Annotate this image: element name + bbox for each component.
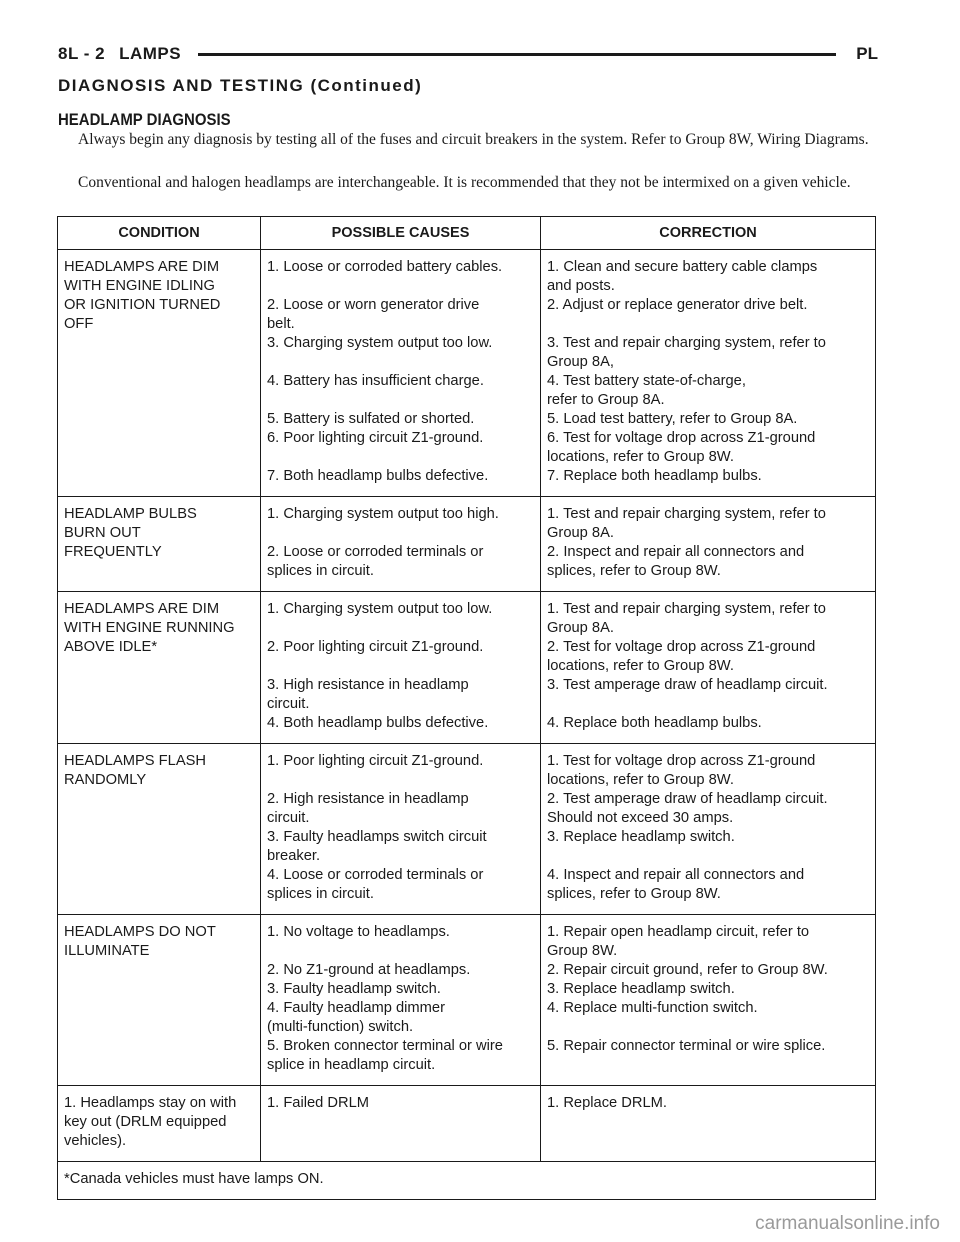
cell-line: 5. Broken connector terminal or wire	[267, 1038, 503, 1054]
cell-line: 3. Replace headlamp switch.	[547, 981, 735, 997]
cell-line	[547, 1018, 869, 1037]
causes-cell	[261, 497, 541, 592]
cell-line: 7. Both headlamp bulbs defective.	[267, 468, 489, 484]
cell-line: 3. Test amperage draw of headlamp circuit.	[547, 677, 828, 693]
cell-line	[64, 961, 254, 980]
cell-line: 2. Test for voltage drop across Z1-ground	[547, 639, 816, 655]
condition-cell	[58, 250, 261, 497]
cell-line: 2. Loose or worn generator drive	[267, 297, 480, 313]
cell-line: (multi-function) switch.	[267, 1019, 414, 1035]
cell-line: 5. Repair connector terminal or wire splice.	[547, 1038, 826, 1054]
cell-line: OR IGNITION TURNED	[64, 297, 221, 313]
cell-line: 2. Loose or corroded terminals or	[267, 544, 484, 560]
cell-line: 3. Faulty headlamp switch.	[267, 981, 441, 997]
condition-cell	[58, 1086, 261, 1162]
causes-cell	[261, 250, 541, 497]
cell-line: Group 8A,	[547, 354, 614, 370]
table-row	[58, 744, 876, 915]
page-header	[58, 44, 878, 68]
causes-cell	[261, 744, 541, 915]
cell-line	[64, 866, 254, 885]
cell-line: locations, refer to Group 8W.	[547, 658, 734, 674]
cell-line: Group 8A.	[547, 525, 614, 541]
cell-line: splices in circuit.	[267, 563, 374, 579]
cell-line: 6. Poor lighting circuit Z1-ground.	[267, 430, 484, 446]
cell-line	[64, 847, 254, 866]
cell-line: refer to Group 8A.	[547, 392, 665, 408]
cell-line: Group 8W.	[547, 943, 618, 959]
cell-line: 2. Repair circuit ground, refer to Group 8W.	[547, 962, 828, 978]
table-body	[58, 250, 876, 1162]
cell-line: 1. Failed DRLM	[267, 1095, 370, 1111]
cell-line	[267, 619, 534, 638]
table-row	[58, 497, 876, 592]
cell-line	[64, 828, 254, 847]
column-header: POSSIBLE CAUSES	[261, 217, 541, 250]
table-row	[58, 1086, 876, 1162]
cell-line	[64, 676, 254, 695]
cell-line: Group 8A.	[547, 620, 614, 636]
cell-line	[267, 1113, 534, 1132]
intro-paragraph: Always begin any diagnosis by testing all of the fuses and circuit breakers in the system. Refer to Group 8W, Wiring Diagrams.	[78, 131, 869, 148]
cell-line: WITH ENGINE IDLING	[64, 278, 215, 294]
cell-line: 4. Battery has insufficient charge.	[267, 373, 484, 389]
cell-line: Should not exceed 30 amps.	[547, 810, 734, 826]
cell-line	[267, 942, 534, 961]
cell-line: 3. High resistance in headlamp	[267, 677, 469, 693]
cell-line: splices, refer to Group 8W.	[547, 563, 721, 579]
cell-line: 4. Inspect and repair all connectors and	[547, 867, 805, 883]
cell-line: HEADLAMPS DO NOT	[64, 924, 216, 940]
cell-line	[64, 391, 254, 410]
cell-line	[64, 353, 254, 372]
model-code: PL	[856, 44, 878, 63]
cell-line	[64, 429, 254, 448]
cell-line: WITH ENGINE RUNNING	[64, 620, 235, 636]
cell-line	[547, 695, 869, 714]
cell-line: 1. Charging system output too low.	[267, 601, 493, 617]
watermark: carmanualsonline.info	[755, 1213, 940, 1234]
cell-line	[64, 1018, 254, 1037]
cell-line	[267, 353, 534, 372]
cell-line: 5. Battery is sulfated or shorted.	[267, 411, 475, 427]
page-number: 8L - 2	[58, 44, 106, 63]
cell-line	[64, 980, 254, 999]
cell-line: splice in headlamp circuit.	[267, 1057, 436, 1073]
cell-line: HEADLAMPS FLASH	[64, 753, 207, 769]
header-rule	[198, 53, 836, 56]
cell-line: 1. Test for voltage drop across Z1-ground	[547, 753, 816, 769]
cell-line	[547, 1056, 869, 1075]
cell-line: 1. No voltage to headlamps.	[267, 924, 450, 940]
cell-line	[547, 1132, 869, 1151]
cell-line	[267, 524, 534, 543]
cell-line: 2. High resistance in headlamp	[267, 791, 469, 807]
cell-line	[267, 1132, 534, 1151]
cell-line	[547, 847, 869, 866]
table-footnote-row	[58, 1162, 876, 1200]
cell-line: 1. Clean and secure battery cable clamps	[547, 259, 818, 275]
cell-line: 1. Poor lighting circuit Z1-ground.	[267, 753, 484, 769]
cell-line: 7. Replace both headlamp bulbs.	[547, 468, 762, 484]
table-footnote: *Canada vehicles must have lamps ON.	[58, 1162, 876, 1200]
correction-cell	[541, 1086, 876, 1162]
page-header-left	[58, 44, 181, 64]
cell-line: 1. Replace DRLM.	[547, 1095, 667, 1111]
cell-line	[547, 1113, 869, 1132]
causes-cell	[261, 1086, 541, 1162]
cell-line: key out (DRLM equipped	[64, 1114, 227, 1130]
cell-line: 2. Test amperage draw of headlamp circuit.	[547, 791, 828, 807]
subsection-title: HEADLAMP DIAGNOSIS	[58, 110, 231, 129]
cell-line	[64, 809, 254, 828]
cell-line: HEADLAMPS ARE DIM	[64, 601, 220, 617]
condition-cell	[58, 592, 261, 744]
cell-line: BURN OUT	[64, 525, 141, 541]
cell-line	[64, 714, 254, 733]
cell-line: circuit.	[267, 810, 310, 826]
diagnosis-table	[57, 216, 876, 1200]
cell-line: 4. Both headlamp bulbs defective.	[267, 715, 489, 731]
cell-line: 3. Test and repair charging system, refer to	[547, 335, 826, 351]
cell-line: 4. Test battery state-of-charge,	[547, 373, 746, 389]
cell-line	[64, 562, 254, 581]
cell-line	[267, 448, 534, 467]
cell-line	[267, 657, 534, 676]
cell-line	[64, 657, 254, 676]
cell-line: ILLUMINATE	[64, 943, 150, 959]
correction-cell	[541, 915, 876, 1086]
condition-cell	[58, 915, 261, 1086]
condition-cell	[58, 497, 261, 592]
cell-line	[64, 1037, 254, 1056]
cell-line: HEADLAMPS ARE DIM	[64, 259, 220, 275]
correction-cell	[541, 497, 876, 592]
cell-line: FREQUENTLY	[64, 544, 162, 560]
cell-line: 1. Loose or corroded battery cables.	[267, 259, 503, 275]
cell-line: 1. Test and repair charging system, refer to	[547, 601, 826, 617]
cell-line: belt.	[267, 316, 295, 332]
intro-paragraph: Conventional and halogen headlamps are interchangeable. It is recommended that they not be intermixed on a given vehicle.	[78, 174, 851, 191]
cell-line: RANDOMLY	[64, 772, 147, 788]
cell-line	[64, 1056, 254, 1075]
causes-cell	[261, 915, 541, 1086]
causes-cell	[261, 592, 541, 744]
cell-line: HEADLAMP BULBS	[64, 506, 197, 522]
cell-line: 1. Charging system output too high.	[267, 506, 499, 522]
cell-line	[64, 372, 254, 391]
cell-line: 3. Faulty headlamps switch circuit	[267, 829, 487, 845]
cell-line: vehicles).	[64, 1133, 127, 1149]
correction-cell	[541, 250, 876, 497]
cell-line	[64, 790, 254, 809]
condition-cell	[58, 744, 261, 915]
cell-line	[64, 695, 254, 714]
cell-line: 2. Inspect and repair all connectors and	[547, 544, 805, 560]
table-row	[58, 592, 876, 744]
cell-line: 1. Test and repair charging system, refer to	[547, 506, 826, 522]
table-header-row	[58, 217, 876, 250]
cell-line: 2. Adjust or replace generator drive belt.	[547, 297, 808, 313]
cell-line: 4. Replace both headlamp bulbs.	[547, 715, 762, 731]
cell-line: 3. Charging system output too low.	[267, 335, 493, 351]
cell-line	[64, 410, 254, 429]
cell-line: splices in circuit.	[267, 886, 374, 902]
cell-line	[64, 448, 254, 467]
correction-cell	[541, 744, 876, 915]
table-row	[58, 250, 876, 497]
section-title: DIAGNOSIS AND TESTING (Continued)	[58, 76, 423, 95]
cell-line: 1. Headlamps stay on with	[64, 1095, 237, 1111]
cell-line	[267, 771, 534, 790]
cell-line: ABOVE IDLE*	[64, 639, 158, 655]
cell-line	[547, 315, 869, 334]
cell-line	[267, 277, 534, 296]
cell-line: OFF	[64, 316, 94, 332]
table-row	[58, 915, 876, 1086]
cell-line: and posts.	[547, 278, 615, 294]
cell-line: locations, refer to Group 8W.	[547, 772, 734, 788]
cell-line: 6. Test for voltage drop across Z1-ground	[547, 430, 816, 446]
correction-cell	[541, 592, 876, 744]
cell-line: 2. No Z1-ground at headlamps.	[267, 962, 471, 978]
cell-line: 4. Replace multi-function switch.	[547, 1000, 758, 1016]
column-header: CONDITION	[58, 217, 261, 250]
section-name: LAMPS	[119, 44, 182, 63]
cell-line: breaker.	[267, 848, 321, 864]
cell-line: 3. Replace headlamp switch.	[547, 829, 735, 845]
column-header: CORRECTION	[541, 217, 876, 250]
cell-line: 2. Poor lighting circuit Z1-ground.	[267, 639, 484, 655]
cell-line	[64, 885, 254, 904]
cell-line: 4. Loose or corroded terminals or	[267, 867, 484, 883]
cell-line: circuit.	[267, 696, 310, 712]
cell-line: locations, refer to Group 8W.	[547, 449, 734, 465]
cell-line: splices, refer to Group 8W.	[547, 886, 721, 902]
cell-line: 4. Faulty headlamp dimmer	[267, 1000, 445, 1016]
cell-line	[267, 391, 534, 410]
cell-line	[64, 999, 254, 1018]
cell-line	[64, 334, 254, 353]
cell-line: 5. Load test battery, refer to Group 8A.	[547, 411, 798, 427]
cell-line: 1. Repair open headlamp circuit, refer to	[547, 924, 810, 940]
